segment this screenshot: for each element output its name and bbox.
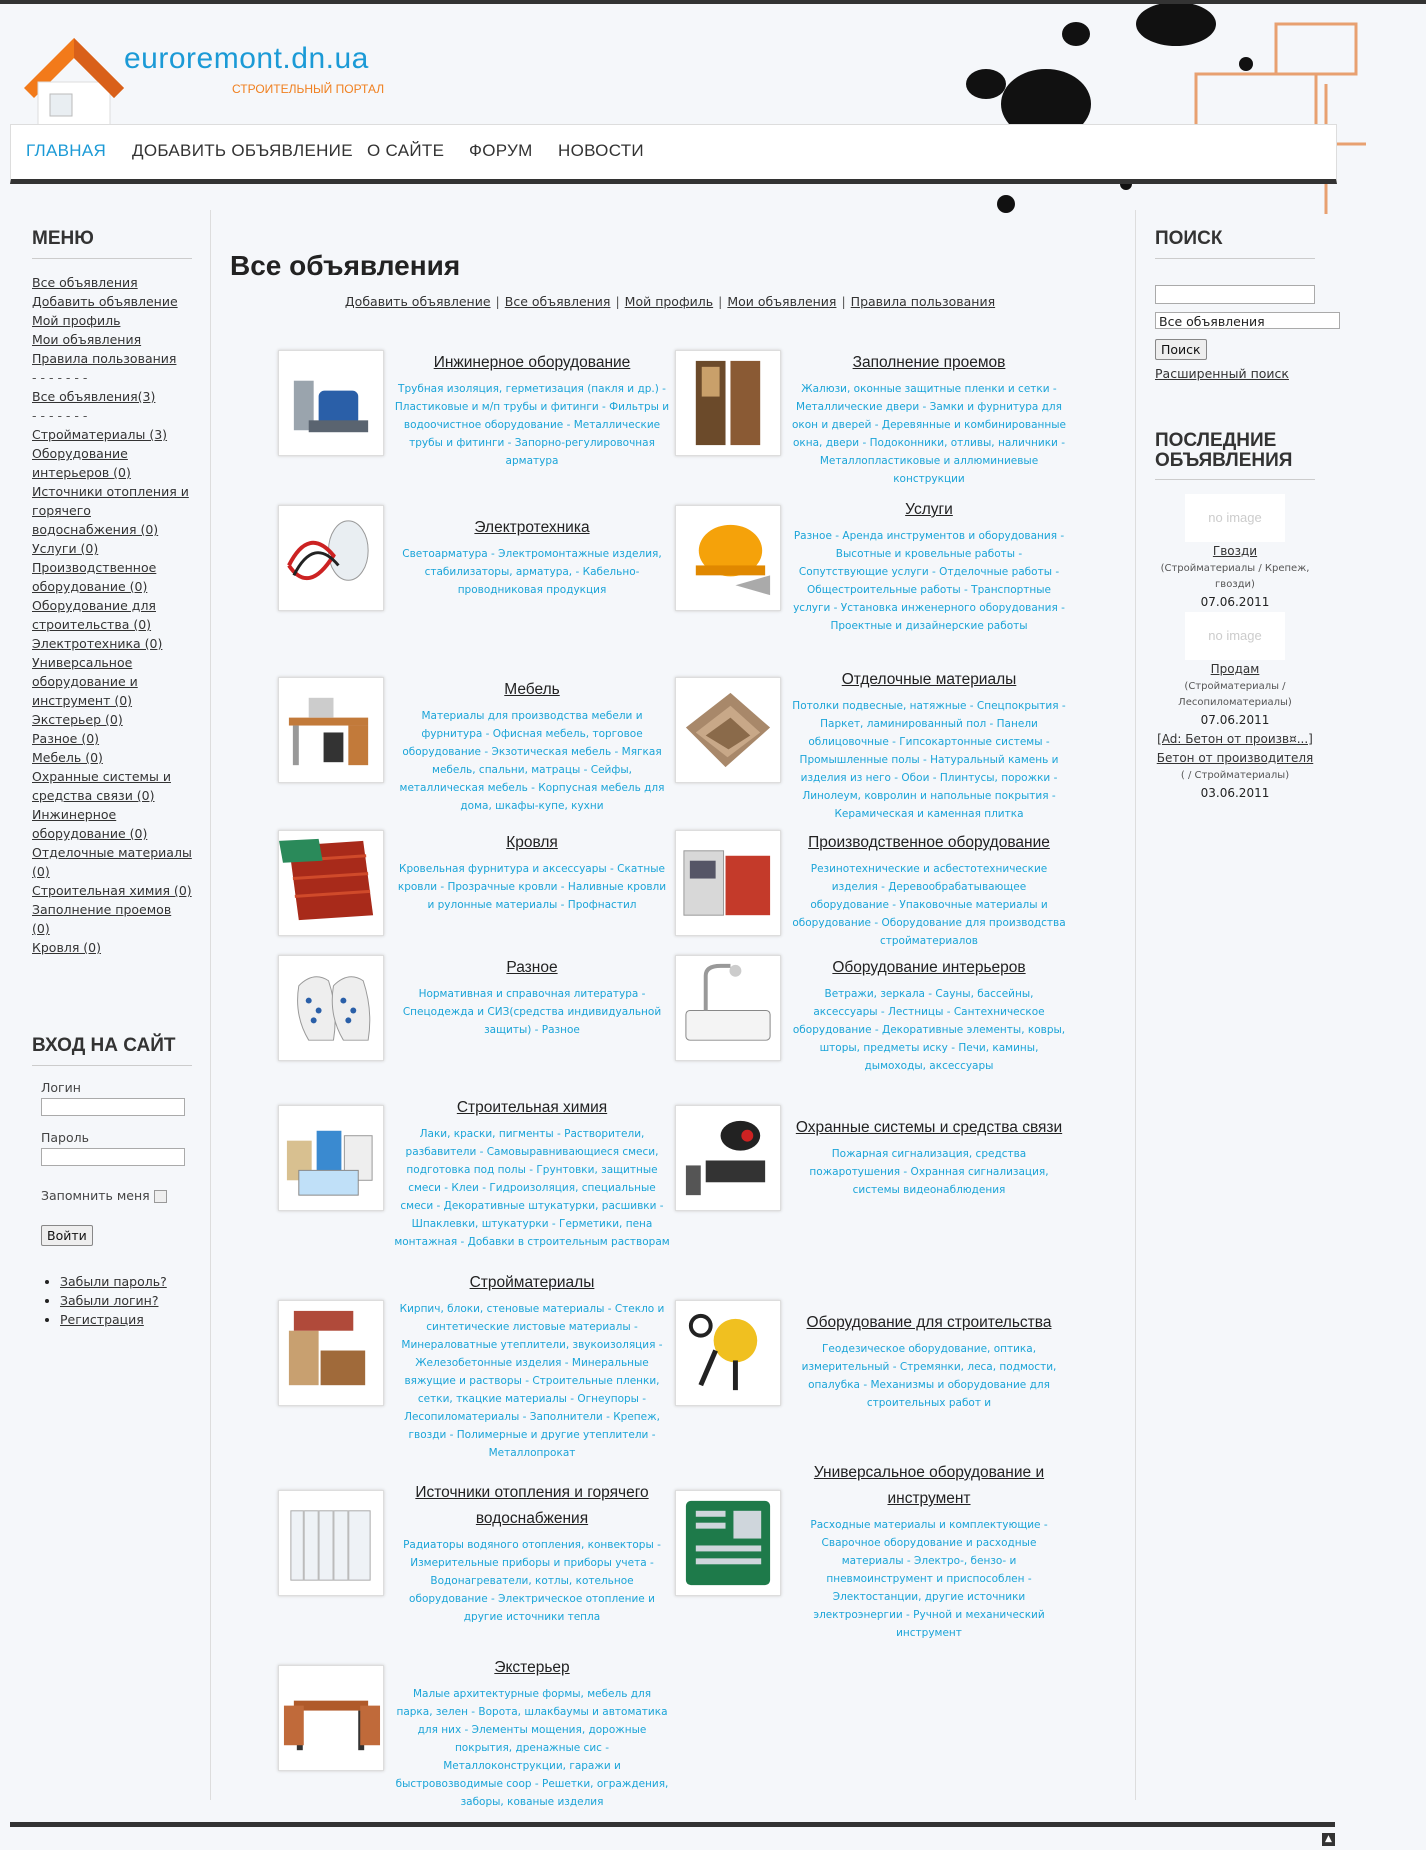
ad-category: (Стройматериалы / Лесопиломатериалы) bbox=[1178, 681, 1292, 708]
category-title-link[interactable]: Мебель bbox=[504, 681, 560, 698]
category-title-link[interactable]: Инжинерное оборудование bbox=[433, 354, 631, 371]
category-title-link[interactable]: Производственное оборудование bbox=[808, 834, 1050, 851]
category-image[interactable] bbox=[278, 1490, 384, 1596]
category-image[interactable] bbox=[278, 505, 384, 611]
menu-category-link[interactable]: Заполнение проемов (0) bbox=[32, 902, 172, 936]
category-image[interactable] bbox=[675, 1105, 781, 1211]
column-divider-right bbox=[1135, 210, 1136, 1800]
category-image[interactable] bbox=[675, 1490, 781, 1596]
category-subcategories[interactable]: Кровельная фурнитура и аксессуары - Скатные кровли - Прозрачные кровли - Наливные кровли и рулонные материалы - Профнастил bbox=[397, 863, 667, 911]
category-subcategories[interactable]: Светоарматура - Электромонтажные изделия, стабилизаторы, арматура, - Кабельно-проводниковая продукция bbox=[402, 548, 662, 596]
ad-subtitle-link[interactable]: Бетон от производителя bbox=[1156, 751, 1314, 765]
category-image[interactable] bbox=[278, 677, 384, 783]
menu-category-link[interactable]: Инжинерное оборудование (0) bbox=[32, 807, 148, 841]
login-links bbox=[60, 1272, 192, 1329]
category-subcategories[interactable]: Разное - Аренда инструментов и оборудования - Высотные и кровельные работы - Сопутствующие услуги - Отделочные работы - Общестроительные работы - Транспортные услуги - Установка инженерного оборудования - Проектные и дизайнерские работы bbox=[793, 530, 1065, 632]
sub-navigation: Добавить объявление | Все объявления | Мой профиль | Мои объявления | Правила пользования bbox=[344, 294, 996, 309]
login-heading: ВХОД НА САЙТ bbox=[32, 1035, 192, 1066]
category-title-link[interactable]: Стройматериалы bbox=[469, 1274, 595, 1291]
subnav-profile[interactable]: Мой профиль bbox=[624, 294, 714, 309]
search-input[interactable] bbox=[1155, 285, 1315, 304]
ad-title-link[interactable]: [Ad: Бетон от произв¤...] bbox=[1157, 732, 1313, 746]
menu-link[interactable]: Мой профиль bbox=[32, 313, 121, 328]
category-body bbox=[791, 350, 1067, 488]
category-image[interactable] bbox=[278, 1300, 384, 1406]
search-heading: ПОИСК bbox=[1155, 228, 1315, 259]
category-title-link[interactable]: Кровля bbox=[506, 834, 558, 851]
category-title-link[interactable]: Оборудование для строительства bbox=[806, 1314, 1052, 1331]
menu-category-link[interactable]: Оборудование интерьеров (0) bbox=[32, 446, 131, 480]
ad-date: 07.06.2011 bbox=[1200, 713, 1270, 727]
nav-forum[interactable]: ФОРУМ bbox=[469, 141, 533, 160]
menu-category-link[interactable]: Универсальное оборудование и инструмент (0) bbox=[32, 655, 138, 708]
latest-ad bbox=[1155, 612, 1315, 730]
password-label: Пароль bbox=[41, 1130, 89, 1145]
category-body bbox=[394, 677, 670, 815]
ad-thumbnail[interactable]: no image bbox=[1185, 494, 1285, 542]
category-title-link[interactable]: Экстерьер bbox=[494, 1659, 570, 1676]
back-to-top-button[interactable]: ▲ bbox=[1322, 1833, 1335, 1846]
category-title-link[interactable]: Оборудование интерьеров bbox=[832, 959, 1026, 976]
nav-about[interactable]: О САЙТЕ bbox=[367, 141, 445, 160]
menu-link[interactable]: Мои объявления bbox=[32, 332, 142, 347]
category-body bbox=[791, 497, 1067, 635]
latest-ad bbox=[1155, 730, 1315, 803]
menu-link-all-count[interactable]: Все объявления(3) bbox=[32, 389, 156, 404]
category-image[interactable] bbox=[675, 955, 781, 1061]
category-subcategories[interactable]: Кирпич, блоки, стеновые материалы - Стекло и синтетические листовые материалы - Минераловатные утеплители, звукоизоляция - Железобетонные изделия - Минеральные вяжущие и растворы - Строительные пленки, сетки, ткацкие материалы - Огнеупоры - Лесопиломатериалы - Заполнители - Крепеж, гвозди - Полимерные и другие утеплители - Металлопрокат bbox=[399, 1303, 665, 1459]
category-title-link[interactable]: Электротехника bbox=[474, 519, 590, 536]
category-subcategories[interactable]: Жалюзи, оконные защитные пленки и сетки - Металлические двери - Замки и фурнитура для окон и дверей - Деревянные и комбинированные окна, двери - Подоконники, отливы, наличники - Металлопластиковые и аллюминиевые конструкции bbox=[791, 383, 1066, 485]
category-subcategories[interactable]: Геодезическое оборудование, оптика, измерительный - Стремянки, леса, подмости, опалубка - Механизмы и оборудование для строительных работ и bbox=[801, 1343, 1057, 1409]
category-subcategories[interactable]: Трубная изоляция, герметизация (пакля и др.) - Пластиковые и м/п трубы и фитинги - Фильтры и водоочистное оборудование - Металлические трубы и фитинги - Запорно-регулировочная арматура bbox=[394, 383, 670, 467]
category-image[interactable] bbox=[675, 1300, 781, 1406]
nav-news[interactable]: НОВОСТИ bbox=[558, 141, 644, 160]
latest-heading: ПОСЛЕДНИЕ ОБЪЯВЛЕНИЯ bbox=[1155, 431, 1315, 480]
category-image[interactable] bbox=[278, 1105, 384, 1211]
menu-category-link[interactable]: Стройматериалы (3) bbox=[32, 427, 168, 442]
footer-bar bbox=[10, 1822, 1335, 1827]
forgot-password-link[interactable]: Забыли пароль? bbox=[60, 1274, 167, 1289]
category-image[interactable] bbox=[675, 677, 781, 783]
menu-link[interactable]: Добавить объявление bbox=[32, 294, 178, 309]
category-image[interactable] bbox=[278, 830, 384, 936]
nav-add-ad[interactable]: ДОБАВИТЬ ОБЪЯВЛЕНИЕ bbox=[132, 141, 353, 160]
category-body bbox=[394, 955, 670, 1039]
ad-date: 07.06.2011 bbox=[1200, 595, 1270, 609]
menu-link[interactable]: Все объявления bbox=[32, 275, 138, 290]
login-input[interactable] bbox=[41, 1098, 185, 1116]
category-subcategories[interactable]: Расходные материалы и комплектующие - Сварочное оборудование и расходные материалы - Электро-, бензо- и пневмоинструмент и приспособлен - Электостанции, другие источники электроэнергии - Ручной и механический инструмент bbox=[810, 1519, 1048, 1639]
category-image[interactable] bbox=[278, 955, 384, 1061]
category-body bbox=[394, 1480, 670, 1626]
menu-category-link[interactable]: Оборудование для строительства (0) bbox=[32, 598, 156, 632]
menu-category-link[interactable]: Услуги (0) bbox=[32, 541, 99, 556]
menu-separator: - - - - - - - bbox=[32, 408, 88, 423]
login-button[interactable]: Войти bbox=[41, 1225, 93, 1246]
menu-link[interactable]: Правила пользования bbox=[32, 351, 177, 366]
category-body bbox=[394, 1655, 670, 1811]
category-body bbox=[791, 1310, 1067, 1412]
forgot-login-link[interactable]: Забыли логин? bbox=[60, 1293, 159, 1308]
subnav-rules[interactable]: Правила пользования bbox=[850, 294, 996, 309]
menu-category-link[interactable]: Источники отопления и горячего водоснабжения (0) bbox=[32, 484, 189, 537]
latest-ads bbox=[1155, 431, 1315, 803]
category-body bbox=[791, 1115, 1067, 1199]
ad-category: ( / Стройматериалы) bbox=[1180, 770, 1290, 781]
category-body bbox=[791, 1460, 1067, 1642]
menu-category-link[interactable]: Отделочные материалы (0) bbox=[32, 845, 192, 879]
latest-ad bbox=[1155, 494, 1315, 612]
menu-category-link[interactable]: Строительная химия (0) bbox=[32, 883, 192, 898]
category-image[interactable] bbox=[278, 1665, 384, 1771]
nav-home[interactable]: ГЛАВНАЯ bbox=[26, 141, 107, 160]
search-scope-select[interactable]: Все объявления bbox=[1155, 312, 1340, 329]
category-body bbox=[791, 830, 1067, 950]
category-body bbox=[791, 955, 1067, 1075]
category-title-link[interactable]: Отделочные материалы bbox=[841, 671, 1017, 688]
category-subcategories[interactable]: Потолки подвесные, натяжные - Спецпокрытия - Паркет, ламинированный пол - Панели облицовочные - Гипсокартонные системы - Промышленные полы - Натуральный камень и изделия из него - Обои - Плинтусы, порожки - Линолеум, ковролин и напольные покрытия - Керамическая и каменная плитка bbox=[792, 700, 1066, 820]
menu-category-link[interactable]: Экстерьер (0) bbox=[32, 712, 123, 727]
ad-thumbnail[interactable]: no image bbox=[1185, 612, 1285, 660]
header bbox=[0, 4, 1426, 124]
subnav-all[interactable]: Все объявления bbox=[504, 294, 611, 309]
menu-separator: - - - - - - - bbox=[32, 370, 88, 385]
category-title-link[interactable]: Услуги bbox=[905, 501, 953, 518]
ad-title-link[interactable]: Продам bbox=[1210, 662, 1260, 676]
menu-category-link[interactable]: Разное (0) bbox=[32, 731, 100, 746]
register-link[interactable]: Регистрация bbox=[60, 1312, 144, 1327]
menu-category-link[interactable]: Охранные системы и средства связи (0) bbox=[32, 769, 171, 803]
menu-category-link[interactable]: Электротехника (0) bbox=[32, 636, 163, 651]
logo-subtitle: СТРОИТЕЛЬНЫЙ ПОРТАЛ bbox=[232, 82, 385, 96]
category-body bbox=[394, 350, 670, 470]
main-navigation bbox=[10, 124, 1337, 184]
menu-category-link[interactable]: Производственное оборудование (0) bbox=[32, 560, 157, 594]
ad-date: 03.06.2011 bbox=[1200, 786, 1270, 800]
password-input[interactable] bbox=[41, 1148, 185, 1166]
menu-heading: МЕНЮ bbox=[32, 228, 192, 259]
column-divider-left bbox=[210, 210, 211, 1800]
category-body bbox=[394, 1270, 670, 1462]
right-sidebar bbox=[1155, 228, 1315, 803]
login-box bbox=[32, 1035, 192, 1329]
menu-list bbox=[32, 273, 192, 957]
category-subcategories[interactable]: Радиаторы водяного отопления, конвекторы - Измерительные приборы и приборы учета - Водонагреватели, котлы, котельное оборудование - Электрическое отопление и другие источники тепла bbox=[403, 1539, 661, 1623]
advanced-search-link[interactable]: Расширенный поиск bbox=[1155, 366, 1289, 381]
category-image[interactable] bbox=[675, 830, 781, 936]
category-title-link[interactable]: Источники отопления и горячего водоснабжения bbox=[415, 1484, 649, 1527]
category-image[interactable] bbox=[675, 350, 781, 456]
category-body bbox=[394, 515, 670, 599]
category-subcategories[interactable]: Ветражи, зеркала - Сауны, бассейны, аксессуары - Лестницы - Сантехническое оборудование - Декоративные элементы, ковры, шторы, предметы иску - Печи, камины, дымоходы, аксессуары bbox=[792, 988, 1066, 1072]
remember-checkbox[interactable] bbox=[154, 1190, 167, 1203]
subnav-my-ads[interactable]: Мои объявления bbox=[727, 294, 837, 309]
category-image[interactable] bbox=[278, 350, 384, 456]
category-body bbox=[394, 1095, 670, 1251]
category-subcategories[interactable]: Резинотехнические и асбестотехнические изделия - Деревообрабатывающее оборудование - Упаковочные материалы и оборудование - Оборудование для производства стройматериалов bbox=[792, 863, 1066, 947]
ad-title-link[interactable]: Гвозди bbox=[1212, 544, 1258, 558]
search-button[interactable]: Поиск bbox=[1155, 339, 1207, 360]
menu-category-link[interactable]: Кровля (0) bbox=[32, 940, 102, 955]
category-title-link[interactable]: Заполнение проемов bbox=[852, 354, 1006, 371]
category-subcategories[interactable]: Пожарная сигнализация, средства пожаротушения - Охранная сигнализация, системы видеонаблюдения bbox=[809, 1148, 1049, 1196]
category-subcategories[interactable]: Материалы для производства мебели и фурнитура - Офисная мебель, торговое оборудование - Экзотическая мебель - Мягкая мебель, спальни, матрацы - Сейфы, металлическая мебель - Корпусная мебель для дома, шкафы-купе, кухни bbox=[399, 710, 665, 812]
category-subcategories[interactable]: Малые архитектурные формы, мебель для парка, зелен - Ворота, шлакбаумы и автоматика для них - Элементы мощения, дорожные покрытия, дренажные сис - Металлоконструкции, гаражи и быстровозводимые соор - Решетки, ограждения, заборы, кованые изделия bbox=[395, 1688, 669, 1808]
category-title-link[interactable]: Строительная химия bbox=[456, 1099, 608, 1116]
category-title-link[interactable]: Универсальное оборудование и инструмент bbox=[813, 1464, 1045, 1507]
menu-category-link[interactable]: Мебель (0) bbox=[32, 750, 103, 765]
category-title-link[interactable]: Разное bbox=[506, 959, 558, 976]
left-sidebar bbox=[32, 228, 192, 957]
category-image[interactable] bbox=[675, 505, 781, 611]
category-body bbox=[394, 830, 670, 914]
logo-text[interactable]: euroremont.dn.ua bbox=[124, 42, 369, 75]
category-subcategories[interactable]: Лаки, краски, пигменты - Растворители, разбавители - Самовыравнивающиеся смеси, подготовка под полы - Грунтовки, защитные смеси - Клеи - Гидроизоляция, специальные смеси - Декоративные штукатурки, расшивки - Шпаклевки, штукатурки - Герметики, пена монтажная - Добавки в строительным растворам bbox=[394, 1128, 670, 1248]
main-content bbox=[230, 250, 1110, 309]
remember-me: Запомнить меня bbox=[41, 1188, 192, 1203]
category-subcategories[interactable]: Нормативная и справочная литература - Спецодежда и СИЗ(средства индивидуальной защиты) - Разное bbox=[402, 988, 662, 1036]
ad-category: (Стройматериалы / Крепеж, гвозди) bbox=[1160, 563, 1310, 590]
page-title: Все объявления bbox=[230, 250, 461, 281]
category-title-link[interactable]: Охранные системы и средства связи bbox=[795, 1119, 1063, 1136]
subnav-add[interactable]: Добавить объявление bbox=[344, 294, 491, 309]
category-body bbox=[791, 667, 1067, 823]
login-label: Логин bbox=[41, 1080, 81, 1095]
